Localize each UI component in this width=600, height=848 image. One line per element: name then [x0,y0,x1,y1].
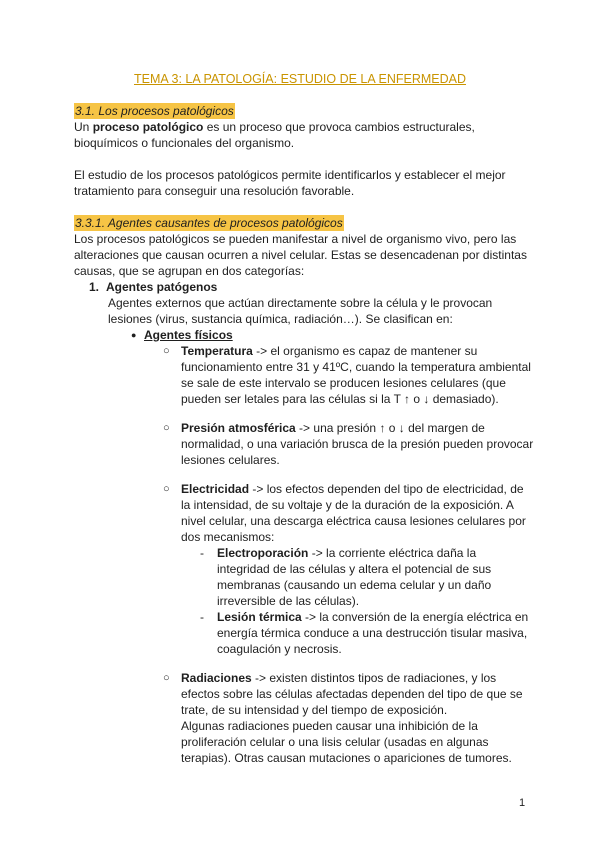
circle-bullet-icon: ○ [163,672,170,684]
item-text: -> una presión ↑ o ↓ del margen de normalidad, o una variación brusca de la presión pueden provocar lesiones celulares. [181,421,534,467]
item-electricidad [74,481,534,545]
circle-bullet-icon: ○ [163,345,170,357]
definition-prefix: Un [74,120,93,134]
document-body [74,103,534,779]
definition-text: es un proceso que provoca cambios estructurales, bioquímicos o funcionales del organismo. [74,120,475,150]
item-term: Temperatura [181,344,253,358]
item-presion [74,420,534,468]
electricidad-sub-list [74,545,534,657]
item-text: -> el organismo es capaz de mantener su funcionamiento entre 31 y 41ºC, cuando la temperatura ambiental se sale de este intervalo se producen lesiones celulares (que pueden ser letales para las células si la T ↑ o ↓ demasiado). [181,344,531,406]
list-number: 1. [89,280,100,294]
list-item-agentes-patogenos [74,279,534,295]
sub-item-term: Electroporación [217,546,309,560]
item-radiaciones [74,670,534,766]
sub-item-electroporacion [74,545,529,609]
item-text: -> los efectos dependen del tipo de electricidad, de la intensidad, de su voltaje y de la duración de la exposición. A nivel celular, una descarga eléctrica causa lesiones celulares por dos mecanismos: [181,482,526,544]
section-heading-procesos: 3.1. Los procesos patológicos [75,104,234,118]
item-term: Presión atmosférica [181,421,296,435]
document-title: TEMA 3: LA PATOLOGÍA: ESTUDIO DE LA ENFERMEDAD [133,72,467,86]
definition-paragraph [74,119,534,151]
dash-bullet-icon: - [200,610,204,624]
list-item-description: Agentes externos que actúan directamente sobre la célula y le provocan lesiones (virus, sustancia química, radiación…). Se clasifican en: [108,296,493,326]
page-number: 1 [519,797,526,809]
list-item-title: Agentes patógenos [106,280,218,294]
sub-list-title: Agentes físicos [144,328,233,342]
circle-bullet-icon: ○ [163,422,170,434]
dash-bullet-icon: - [200,546,204,560]
intro-paragraph: Los procesos patológicos se pueden manifestar a nivel de organismo vivo, pero las alteraciones que causan ocurren a nivel celular. Estas se desencadenan por distintas causas, que se agrupan en dos categorías: [74,232,527,278]
section-heading-agentes: 3.3.1. Agentes causantes de procesos patológicos [75,216,343,230]
study-paragraph: El estudio de los procesos patológicos permite identificarlos y establecer el mejor tratamiento para conseguir una resolución favorable. [74,168,506,198]
item-extra-text: Algunas radiaciones pueden causar una inhibición de la proliferación celular o una lisis celular (usadas en algunas terapias). Otras causan mutaciones o apariciones de tumores. [181,719,512,765]
definition-term: proceso patológico [92,120,204,134]
item-term: Electricidad [181,482,250,496]
circle-bullet-icon: ○ [163,483,170,495]
sub-item-term: Lesión térmica [217,610,302,624]
sub-item-lesion-termica [74,609,529,657]
sub-item-text: -> la conversión de la energía eléctrica en energía térmica conduce a una destrucción tisular masiva, coagulación y necrosis. [217,610,529,656]
item-temperatura [74,343,534,407]
sub-item-text: -> la corriente eléctrica daña la integridad de las células y altera el potencial de sus membranas (causando un edema celular y un daño irreversible de las células). [217,546,492,608]
item-text: -> existen distintos tipos de radiaciones, y los efectos sobre las células afectadas dependen del tipo de que se trate, de su intensidad y del tiempo de exposición. [181,671,523,717]
bullet-icon: ● [131,330,137,340]
item-term: Radiaciones [181,671,252,685]
sub-list-agentes-fisicos [74,327,534,343]
